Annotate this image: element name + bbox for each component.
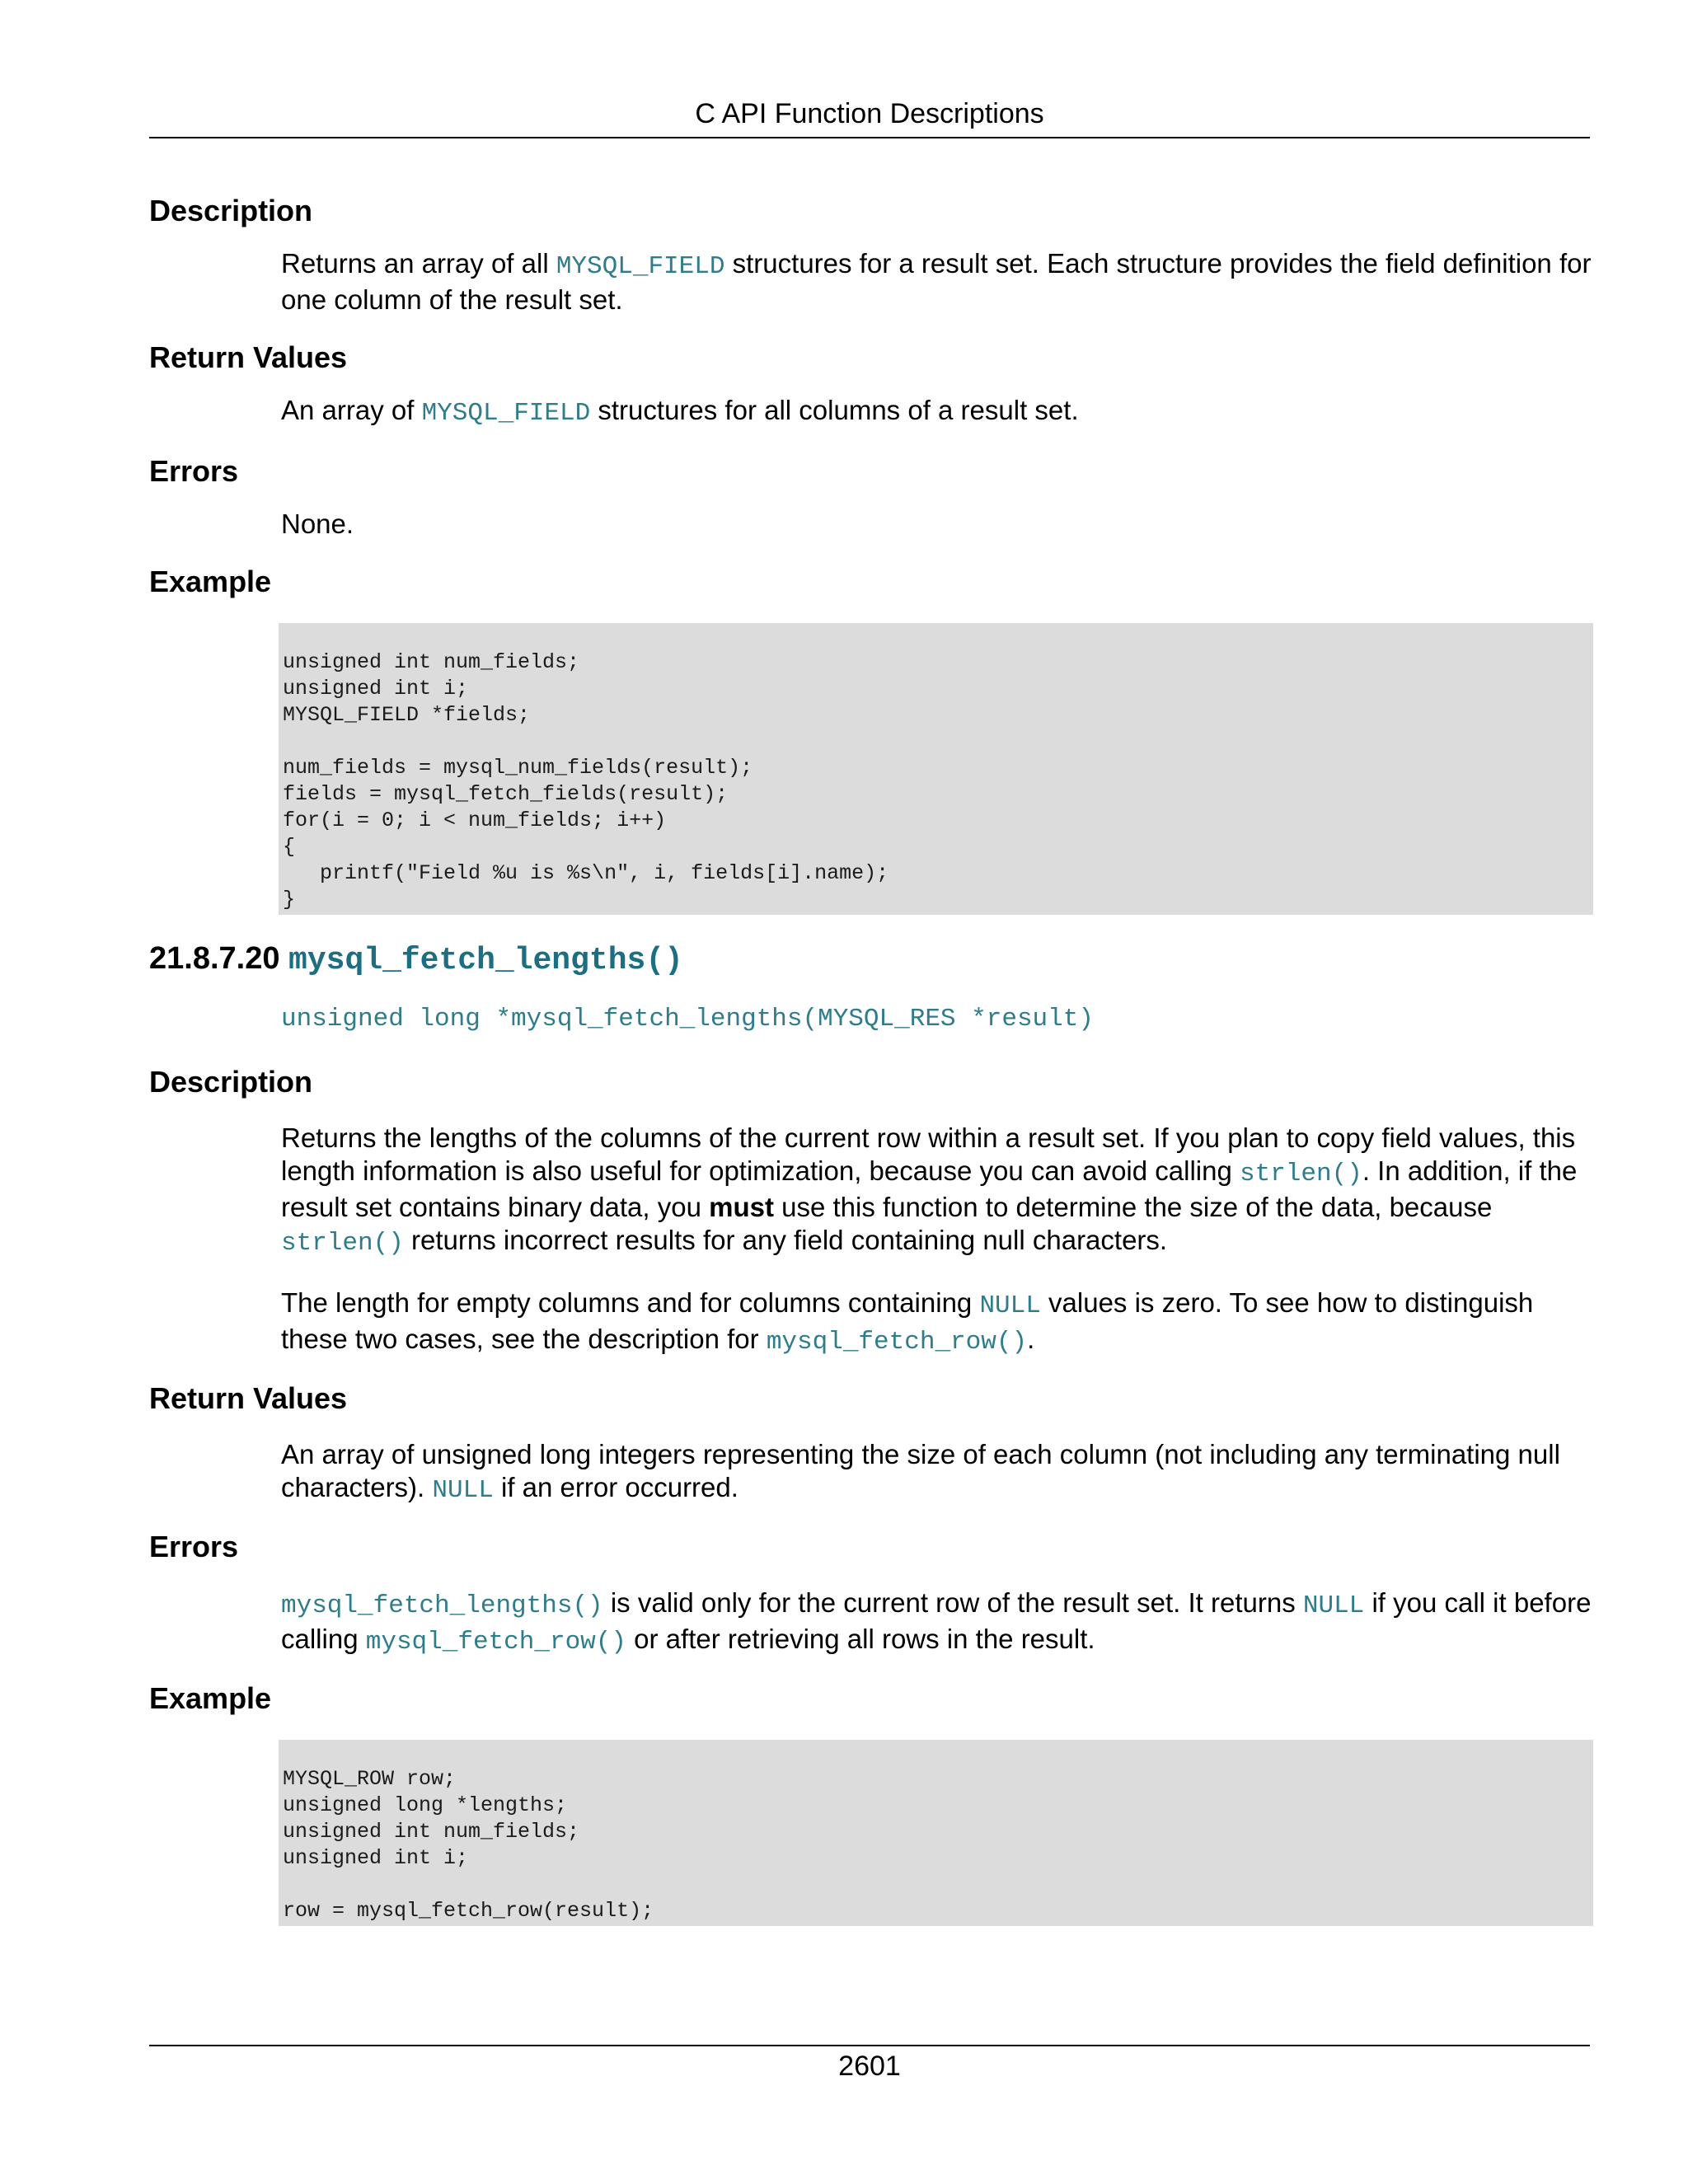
return-values-paragraph: [281, 1438, 1593, 1507]
footer-rule: [149, 2045, 1590, 2046]
description-paragraph: [281, 1122, 1593, 1260]
description-paragraph: [281, 1286, 1593, 1359]
errors-heading: Errors: [149, 1530, 239, 1563]
text-run: Returns an array of all: [281, 248, 556, 279]
text-run: The length for empty columns and for columns containing: [281, 1287, 980, 1318]
errors-paragraph: [281, 1586, 1593, 1659]
code-example-block: unsigned int num_fields; unsigned int i; MYSQL_FIELD *fields; num_fields = mysql_num_fields(result); fields = mysql_fetch_fields(result); for(i = 0; i < num_fields; i++) { printf("Field %u is %s\n", i, fields[i].name); }: [279, 623, 1593, 915]
text-run: An array of: [281, 395, 422, 425]
description-heading: Description: [149, 1065, 313, 1099]
code-link-mysql-fetch-row[interactable]: mysql_fetch_row(): [766, 1328, 1028, 1357]
page-number: 2601: [838, 2050, 901, 2082]
text-run: .: [1027, 1324, 1035, 1354]
text-run: values is zero. To see how to distinguish these two cases, see the description for: [281, 1287, 1534, 1354]
page-content: [149, 191, 1593, 1926]
text-run: Returns the lengths of the columns of the current row within a result set. If you plan to copy field values, this length information is also useful for optimization, because you can avoid calling: [281, 1122, 1576, 1186]
text-run: if you call it before calling: [281, 1587, 1592, 1654]
errors-heading: Errors: [149, 454, 239, 488]
description-heading: Description: [149, 194, 313, 227]
code-link-strlen[interactable]: strlen(): [1240, 1160, 1362, 1188]
code-link-mysql-fetch-lengths[interactable]: mysql_fetch_lengths(): [281, 1591, 603, 1620]
errors-paragraph: None.: [281, 509, 354, 539]
description-paragraph: [281, 247, 1593, 316]
text-run: is valid only for the current row of the result set. It returns: [603, 1587, 1303, 1618]
code-null: NULL: [1302, 1591, 1365, 1620]
text-run: if an error occurred.: [493, 1472, 738, 1502]
text-run: use this function to determine the size of the data, because: [773, 1192, 1493, 1222]
text-run: An array of unsigned long integers representing the size of each column (not including any terminating null characters).: [281, 1439, 1560, 1502]
code-link-mysql-field[interactable]: MYSQL_FIELD: [421, 399, 591, 428]
header-rule: [149, 137, 1590, 138]
code-null: NULL: [979, 1291, 1041, 1320]
code-link-mysql-field[interactable]: MYSQL_FIELD: [556, 252, 725, 281]
return-values-paragraph: [281, 394, 1593, 430]
text-run: . In addition, if the result set contains binary data, you: [281, 1155, 1578, 1222]
example-heading: Example: [149, 565, 272, 598]
example-heading: Example: [149, 1681, 272, 1715]
text-run: returns incorrect results for any field containing null characters.: [403, 1225, 1168, 1255]
return-values-heading: Return Values: [149, 1381, 348, 1415]
running-header: C API Function Descriptions: [695, 98, 1044, 129]
code-link-strlen[interactable]: strlen(): [281, 1229, 404, 1258]
emphasis-text: must: [709, 1192, 774, 1222]
code-example-block: MYSQL_ROW row; unsigned long *lengths; unsigned int num_fields; unsigned int i; row = mysql_fetch_row(result);: [279, 1740, 1593, 1926]
function-signature: unsigned long *mysql_fetch_lengths(MYSQL_RES *result): [281, 1005, 1094, 1033]
code-link-mysql-fetch-row[interactable]: mysql_fetch_row(): [365, 1628, 626, 1657]
text-run: structures for all columns of a result set.: [590, 395, 1079, 425]
function-name: mysql_fetch_lengths(): [288, 943, 683, 978]
function-section-title: [149, 938, 1593, 982]
text-run: structures for a result set. Each structure provides the field definition for one column of the result set.: [281, 248, 1592, 315]
section-number: 21.8.7.20: [149, 941, 280, 976]
text-run: or after retrieving all rows in the result.: [626, 1624, 1095, 1654]
code-null: NULL: [432, 1476, 494, 1505]
return-values-heading: Return Values: [149, 340, 348, 374]
